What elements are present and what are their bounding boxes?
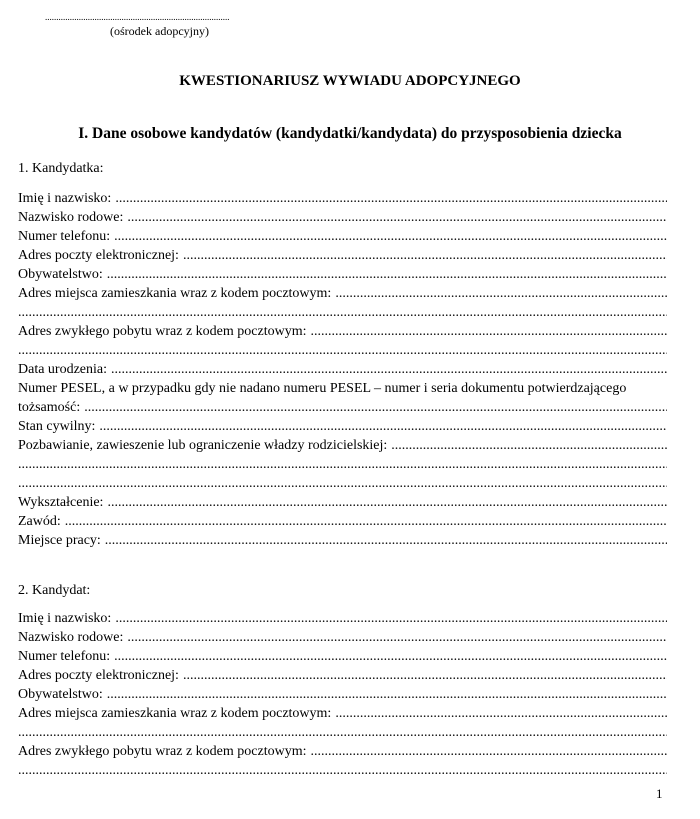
candidate1-education-field[interactable]	[18, 493, 667, 512]
fill-line[interactable]	[115, 189, 667, 208]
candidate2-residence-field[interactable]	[18, 704, 667, 723]
candidate1-usual-stay-field[interactable]	[18, 322, 667, 341]
fill-line[interactable]	[114, 647, 667, 666]
candidate2-email-field[interactable]	[18, 666, 667, 685]
candidate1-phone-field[interactable]	[18, 227, 667, 246]
candidate2-family-name-field[interactable]	[18, 628, 667, 647]
field-label: tożsamość:	[18, 400, 81, 415]
fill-line[interactable]	[99, 417, 667, 436]
candidate1-parental-authority-continuation-1[interactable]	[18, 455, 667, 474]
fill-line[interactable]	[111, 360, 667, 379]
fill-line[interactable]	[107, 265, 667, 284]
field-label: Stan cywilny:	[18, 419, 96, 434]
fill-line[interactable]	[105, 531, 667, 550]
field-label: Adres zwykłego pobytu wraz z kodem pocztowym:	[18, 324, 307, 339]
field-label: Adres zwykłego pobytu wraz z kodem pocztowym:	[18, 744, 307, 759]
page-number: 1	[656, 786, 663, 801]
candidate1-profession-field[interactable]	[18, 512, 667, 531]
field-label: Obywatelstwo:	[18, 687, 103, 702]
candidate1-pesel-field[interactable]	[18, 398, 667, 417]
field-label: Wykształcenie:	[18, 495, 104, 510]
fill-line[interactable]	[391, 436, 667, 455]
candidate1-workplace-field[interactable]	[18, 531, 667, 550]
field-label: Adres poczty elektronicznej:	[18, 248, 179, 263]
candidate1-name-field[interactable]	[18, 189, 667, 208]
adoption-center-label: (ośrodek adopcyjny)	[110, 24, 209, 38]
field-label: Data urodzenia:	[18, 362, 108, 377]
fill-line[interactable]	[84, 398, 667, 417]
fill-line[interactable]	[183, 666, 667, 685]
candidate1-citizenship-field[interactable]	[18, 265, 667, 284]
fill-line[interactable]	[107, 493, 667, 512]
document-title: KWESTIONARIUSZ WYWIADU ADOPCYJNEGO	[179, 73, 521, 89]
fill-line[interactable]	[335, 704, 667, 723]
candidate1-residence-field[interactable]	[18, 284, 667, 303]
candidate2-usual-stay-continuation[interactable]	[18, 761, 667, 780]
candidate2-heading: 2. Kandydat:	[18, 583, 91, 598]
candidate1-residence-continuation[interactable]	[18, 303, 667, 322]
candidate2-residence-continuation[interactable]	[18, 723, 667, 742]
adoption-center-dotted-line: ..................................................................................	[45, 12, 230, 22]
candidate2-name-field[interactable]	[18, 609, 667, 628]
field-label: Obywatelstwo:	[18, 267, 103, 282]
fill-line[interactable]	[115, 609, 667, 628]
field-label: Numer telefonu:	[18, 649, 111, 664]
fill-line[interactable]	[310, 742, 667, 761]
candidate1-usual-stay-continuation[interactable]	[18, 341, 667, 360]
fill-line[interactable]	[107, 685, 667, 704]
field-label: Imię i nazwisko:	[18, 191, 112, 206]
fill-line[interactable]	[310, 322, 667, 341]
section-title: I. Dane osobowe kandydatów (kandydatki/kandydata) do przysposobienia dziecka	[78, 125, 622, 142]
field-label: Imię i nazwisko:	[18, 611, 112, 626]
fill-line[interactable]	[114, 227, 667, 246]
field-label: Zawód:	[18, 514, 61, 529]
candidate2-phone-field[interactable]	[18, 647, 667, 666]
field-label: Nazwisko rodowe:	[18, 630, 124, 645]
candidate1-heading: 1. Kandydatka:	[18, 161, 104, 176]
field-label: Pozbawianie, zawieszenie lub ograniczenie władzy rodzicielskiej:	[18, 438, 388, 453]
fill-line[interactable]	[183, 246, 667, 265]
candidate1-family-name-field[interactable]	[18, 208, 667, 227]
candidate2-usual-stay-field[interactable]	[18, 742, 667, 761]
candidate1-pesel-label: Numer PESEL, a w przypadku gdy nie nadano numeru PESEL – numer i seria dokumentu potwierdzającego	[18, 381, 627, 396]
candidate1-parental-authority-field[interactable]	[18, 436, 667, 455]
fill-line[interactable]	[127, 628, 667, 647]
candidate1-civil-status-field[interactable]	[18, 417, 667, 436]
field-label: Adres miejsca zamieszkania wraz z kodem pocztowym:	[18, 706, 332, 721]
field-label: Adres miejsca zamieszkania wraz z kodem pocztowym:	[18, 286, 332, 301]
candidate1-parental-authority-continuation-2[interactable]	[18, 474, 667, 493]
fill-line[interactable]	[65, 512, 667, 531]
field-label: Miejsce pracy:	[18, 533, 101, 548]
field-label: Nazwisko rodowe:	[18, 210, 124, 225]
candidate1-email-field[interactable]	[18, 246, 667, 265]
candidate2-citizenship-field[interactable]	[18, 685, 667, 704]
fill-line[interactable]	[127, 208, 667, 227]
fill-line[interactable]	[335, 284, 667, 303]
field-label: Numer telefonu:	[18, 229, 111, 244]
field-label: Adres poczty elektronicznej:	[18, 668, 179, 683]
candidate1-birth-date-field[interactable]	[18, 360, 667, 379]
